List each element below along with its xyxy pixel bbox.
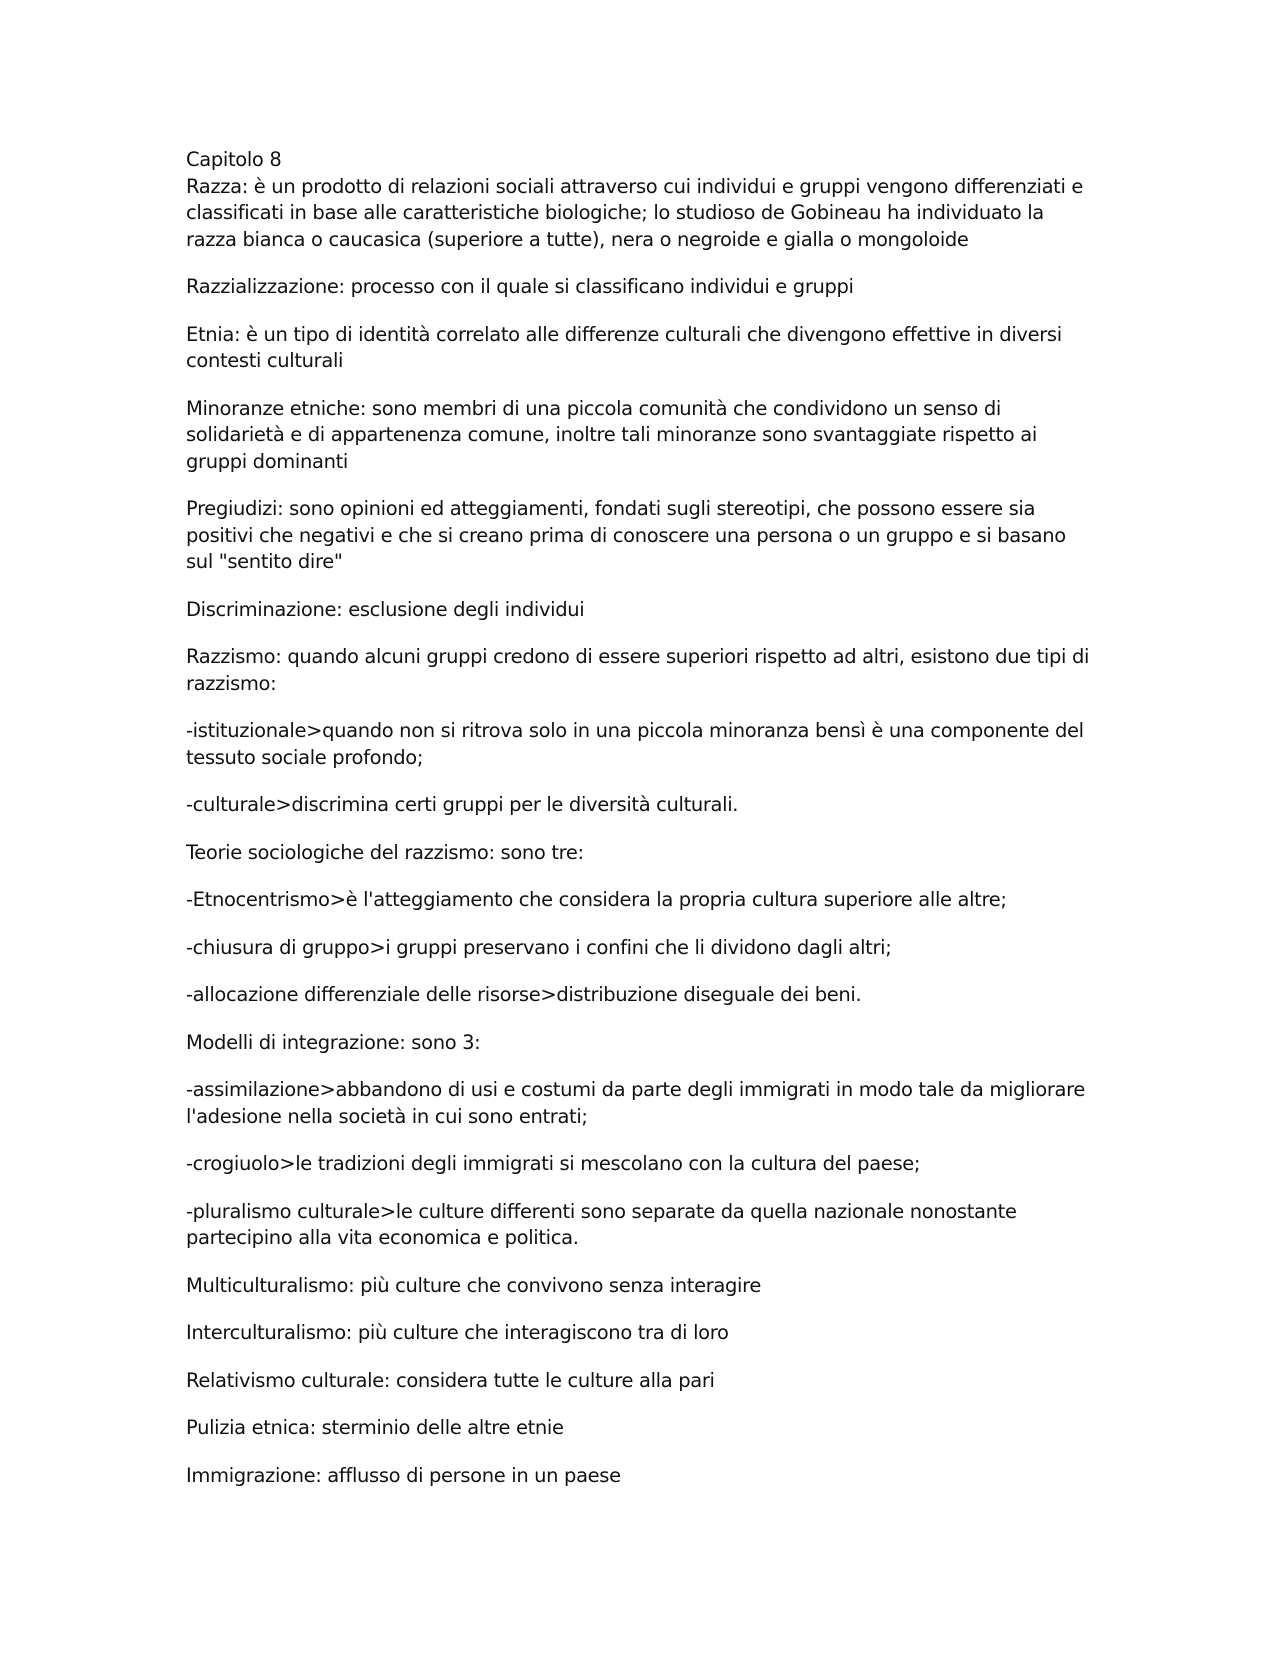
paragraph: -crogiuolo>le tradizioni degli immigrati si mescolano con la cultura del paese; xyxy=(186,1152,921,1175)
paragraph: Razzismo: quando alcuni gruppi credono di essere superiori rispetto ad altri, esistono due tipi di razzismo: xyxy=(186,645,1090,695)
paragraph: Discriminazione: esclusione degli individui xyxy=(186,597,585,621)
paragraph: Pregiudizi: sono opinioni ed atteggiamenti, fondati sugli stereotipi, che possono essere sia positivi che negativi e che si creano prima di conoscere una persona o un gruppo e si basano sul "sentito dire" xyxy=(186,497,1066,573)
paragraph: Razza: è un prodotto di relazioni sociali attraverso cui individui e gruppi vengono differenziati e classificati in base alle caratteristiche biologiche; lo studioso de Gobineau ha individuato la razza bianca o caucasica (superiore a tutte), nera o negroide e gialla o mongoloide xyxy=(186,174,1084,251)
paragraph: -chiusura di gruppo>i gruppi preservano i confini che li dividono dagli altri; xyxy=(186,935,892,959)
paragraph: Modelli di integrazione: sono 3: xyxy=(186,1030,481,1054)
paragraph: Teorie sociologiche del razzismo: sono tre: xyxy=(186,840,584,864)
paragraph: -istituzionale>quando non si ritrova solo in una piccola minoranza bensì è una componente del tessuto sociale profondo; xyxy=(186,719,1084,769)
chapter-heading: Capitolo 8 xyxy=(186,148,282,171)
paragraph: Interculturalismo: più culture che interagiscono tra di loro xyxy=(186,1321,729,1344)
paragraph: -assimilazione>abbandono di usi e costumi da parte degli immigrati in modo tale da migliorare l'adesione nella società in cui sono entrati; xyxy=(186,1078,1085,1128)
paragraph: Pulizia etnica: sterminio delle altre etnie xyxy=(186,1416,564,1439)
paragraph: -Etnocentrismo>è l'atteggiamento che considera la propria cultura superiore alle altre; xyxy=(186,888,1007,911)
paragraph: -allocazione differenziale delle risorse>distribuzione diseguale dei beni. xyxy=(186,983,862,1006)
paragraph: -culturale>discrimina certi gruppi per le diversità culturali. xyxy=(186,793,739,816)
paragraph: Etnia: è un tipo di identità correlato alle differenze culturali che divengono effettive in diversi contesti culturali xyxy=(186,322,1062,372)
paragraph: Relativismo culturale: considera tutte le culture alla pari xyxy=(186,1368,715,1392)
paragraph: Razzializzazione: processo con il quale si classificano individui e gruppi xyxy=(186,275,854,298)
paragraph: Immigrazione: afflusso di persone in un paese xyxy=(186,1463,621,1487)
paragraph: Multiculturalismo: più culture che convivono senza interagire xyxy=(186,1273,761,1297)
document-body xyxy=(186,147,1096,1510)
paragraph: Minoranze etniche: sono membri di una piccola comunità che condividono un senso di solidarietà e di appartenenza comune, inoltre tali minoranze sono svantaggiate rispetto ai gruppi dominanti xyxy=(186,396,1037,473)
paragraph: -pluralismo culturale>le culture differenti sono separate da quella nazionale nonostante partecipino alla vita economica e politica. xyxy=(186,1199,1017,1249)
